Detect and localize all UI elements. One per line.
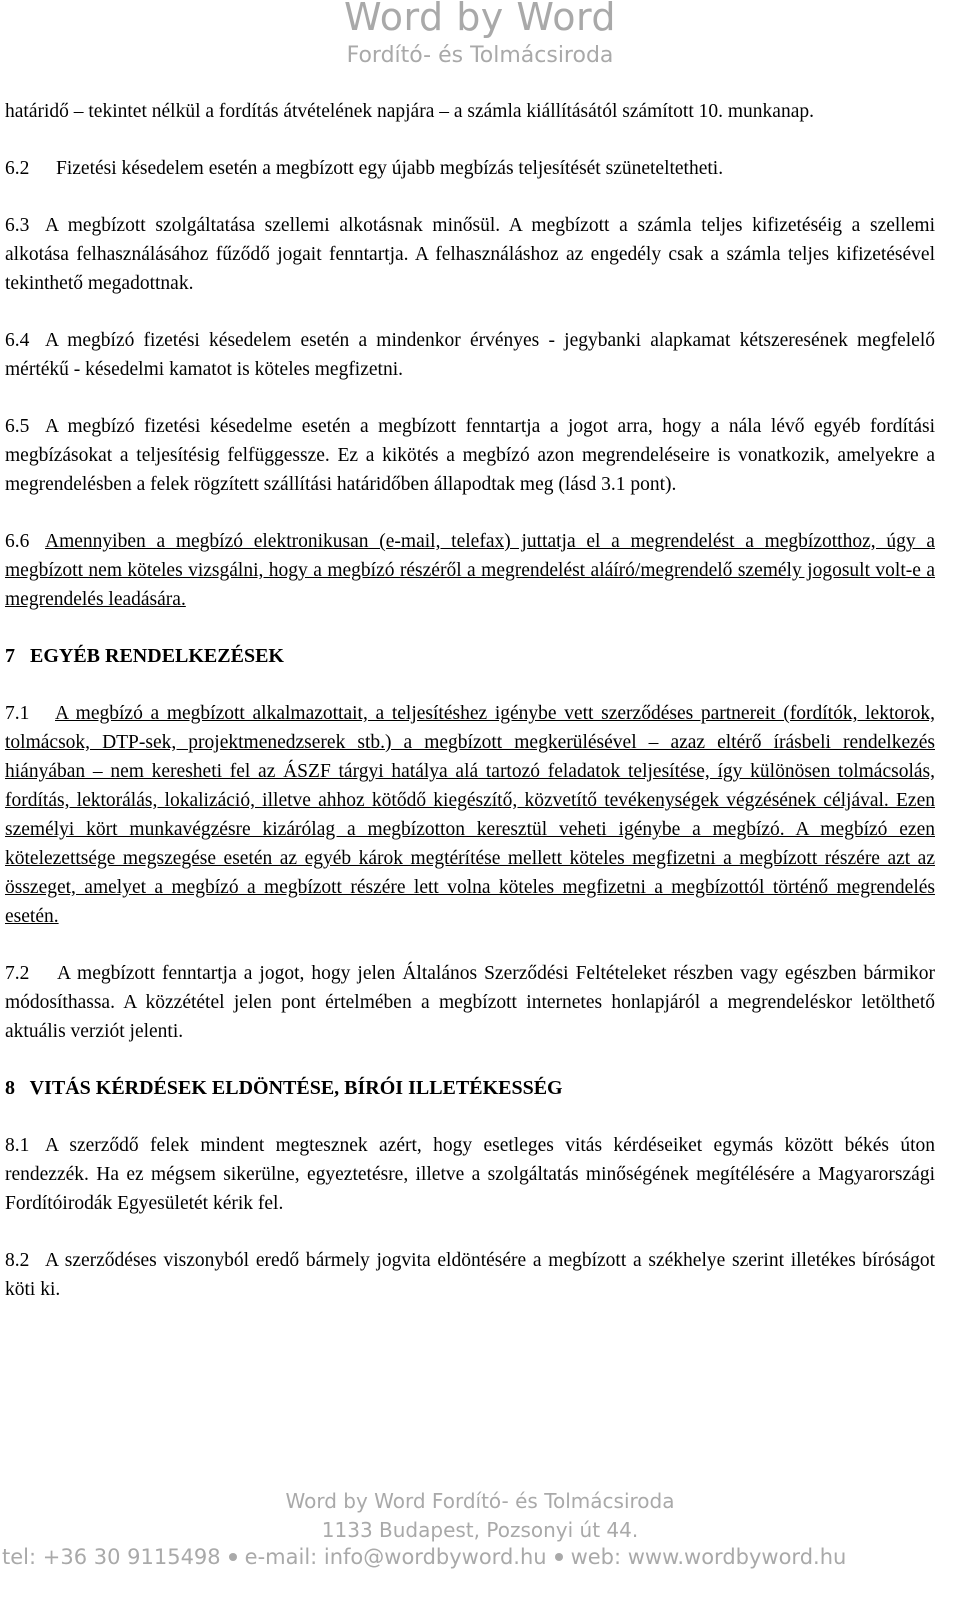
paragraph-6-6 xyxy=(5,527,935,614)
section-number: 6.2 xyxy=(5,158,30,179)
paragraph-6-3 xyxy=(5,211,935,298)
footer-email: e-mail: info@wordbyword.hu xyxy=(244,1545,547,1569)
paragraph-text: A megbízott szolgáltatása szellemi alkotásnak minősül. A megbízott a számla teljes kifizetéséig a szellemi alkotása felhasználásához fűződő jogait fenntartja. A felhasználáshoz az engedély csak a számla teljes kifizetésével tekinthető megadottnak. xyxy=(5,215,935,294)
section-number: 6.5 xyxy=(5,416,30,437)
footer-address: 1133 Budapest, Pozsonyi út 44. xyxy=(321,1518,639,1542)
paragraph-text: A megbízó a megbízott alkalmazottait, a teljesítéshez igénybe vett szerződéses partnereit (fordítók, lektorok, tolmácsok, DTP-sek, projektmenedzserek stb.) a megbízott megkerülésével – azaz eltérő írásbeli rendelkezés hiányában – nem keresheti fel az ÁSZF tárgyi hatálya alá tartozó feladatok teljesítése, így különösen tolmácsolás, fordítás, lektorálás, lokalizáció, illetve ahhoz kötődő kiegészítő, közvetítő tevékenységek végzésének céljával. Ezen személyi kört munkavégzésre kizárólag a megbízotton keresztül veheti igénybe a megbízó. A megbízó ezen kötelezettsége megszegése esetén az egyéb károk megtérítése mellett köteles megfizetni a megbízott részére azt az összeget, amelyet a megbízó a megbízott részére lett volna köteles megfizetni a megbízottól történő megrendelés esetén. xyxy=(5,703,935,927)
paragraph-deadline: határidő – tekintet nélkül a fordítás átvételének napjára – a számla kiállításától számított 10. munkanap. xyxy=(5,101,814,122)
section-number: 7.2 xyxy=(5,963,30,984)
paragraph-text: A megbízó fizetési késedelme esetén a megbízott fenntartja a jogot arra, hogy a nála lévő egyéb fordítási megbízásokat a teljesítésig felfüggessze. Ez a kikötés a megbízó azon megrendeléseire is vonatkozik, amelyekre a megrendelésben a felek rögzített szállítási határidőben állapodtak meg (lásd 3.1 pont). xyxy=(5,416,935,495)
section-number: 6.3 xyxy=(5,215,30,236)
paragraph-text: A megbízó fizetési késedelem esetén a mindenkor érvényes - jegybanki alapkamat kétszeresének megfelelő mértékű - késedelmi kamatot is köteles megfizetni. xyxy=(5,330,935,380)
section-number: 8.2 xyxy=(5,1250,30,1271)
section-heading-8: 8 VITÁS KÉRDÉSEK ELDÖNTÉSE, BÍRÓI ILLETÉKESSÉG xyxy=(5,1077,563,1099)
paragraph-7-2 xyxy=(5,959,935,1046)
section-number: 6.4 xyxy=(5,330,30,351)
paragraph-text: Amennyiben a megbízó elektronikusan (e-mail, telefax) juttatja el a megrendelést a megbízotthoz, úgy a megbízott nem köteles vizsgálni, hogy a megbízó részéről a megrendelést aláíró/megrendelő személy jogosult volt-e a megrendelés leadására. xyxy=(5,531,935,610)
section-number: 6.6 xyxy=(5,531,30,552)
footer-web: web: www.wordbyword.hu xyxy=(570,1545,847,1569)
paragraph-text: A szerződő felek mindent megtesznek azért, hogy esetleges vitás kérdéseiket egymás között békés úton rendezzék. Ha ez mégsem sikerülne, egyeztetésre, illetve a szolgáltatás minőségének megítélésére a Magyarországi Fordítóirodák Egyesületét kérik fel. xyxy=(5,1135,935,1214)
document-body xyxy=(5,97,935,1304)
footer-contact xyxy=(0,1542,960,1572)
bullet-icon xyxy=(229,1553,237,1561)
bullet-icon xyxy=(555,1553,563,1561)
section-number: 8.1 xyxy=(5,1135,30,1156)
paragraph-text: A megbízott fenntartja a jogot, hogy jelen Általános Szerződési Feltételeket részben vagy egészben bármikor módosíthassa. A közzététel jelen pont értelmében a megbízott internetes honlapjáról a megrendeléskor letölthető aktuális verziót jelenti. xyxy=(5,963,935,1042)
section-number: 7.1 xyxy=(5,703,30,724)
paragraph-text: A szerződéses viszonyból eredő bármely jogvita eldöntésére a megbízott a székhelye szerint illetékes bíróságot köti ki. xyxy=(5,1250,935,1300)
paragraph-6-5 xyxy=(5,412,935,499)
section-heading-7: 7 EGYÉB RENDELKEZÉSEK xyxy=(5,645,284,667)
header-subtitle: Fordító- és Tolmácsiroda xyxy=(346,43,614,68)
paragraph-6-2 xyxy=(5,154,935,183)
paragraph-8-2 xyxy=(5,1246,935,1304)
footer-company: Word by Word Fordító- és Tolmácsiroda xyxy=(285,1489,675,1513)
paragraph-8-1 xyxy=(5,1131,935,1218)
paragraph-6-4 xyxy=(5,326,935,384)
paragraph-7-1 xyxy=(5,699,935,931)
paragraph-text: Fizetési késedelem esetén a megbízott egy újabb megbízás teljesítését szüneteltetheti. xyxy=(56,158,724,179)
header-brand: Word by Word xyxy=(343,0,617,39)
footer-phone: tel: +36 30 9115498 xyxy=(2,1545,221,1569)
